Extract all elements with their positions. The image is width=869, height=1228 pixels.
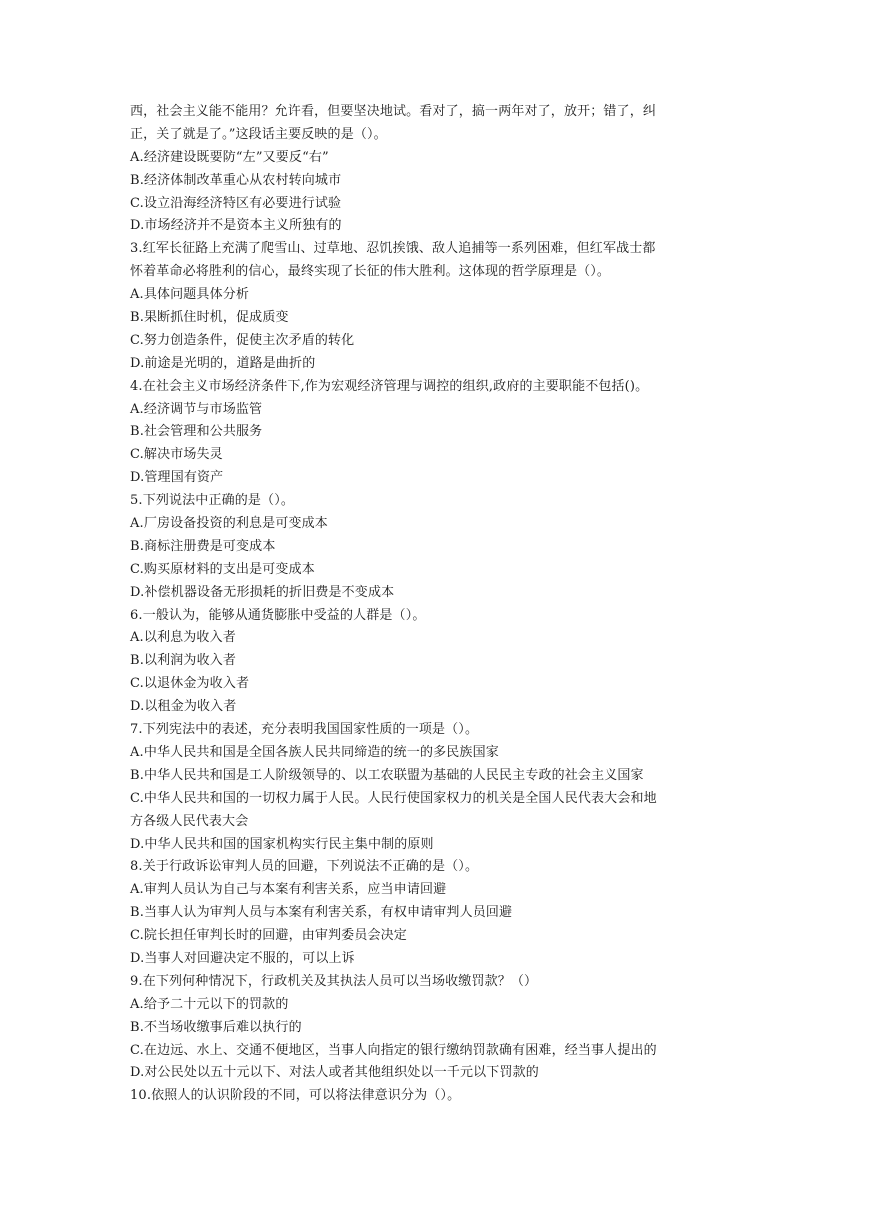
- option-c: C.解决市场失灵: [130, 447, 223, 463]
- option-c: C.以退休金为收入者: [130, 676, 250, 692]
- option-d: D.补偿机器设备无形损耗的折旧费是不变成本: [130, 584, 395, 600]
- option-a: A.中华人民共和国是全国各族人民共同缔造的统一的多民族国家: [130, 744, 499, 760]
- option-d: D.当事人对回避决定不服的，可以上诉: [130, 950, 355, 966]
- question-9: 9.在下列何种情况下，行政机关及其执法人员可以当场收缴罚款？（）: [130, 973, 538, 989]
- option-d: D.中华人民共和国的国家机构实行民主集中制的原则: [130, 836, 434, 852]
- option-b: B.果断抓住时机，促成质变: [130, 310, 289, 326]
- document-body: [130, 101, 740, 1108]
- option-c: C.在边远、水上、交通不便地区，当事人向指定的银行缴纳罚款确有困难，经当事人提出的: [130, 1042, 657, 1058]
- question-3: 3.红军长征路上充满了爬雪山、过草地、忍饥挨饿、敌人追捕等一系列困难，但红军战士都: [130, 241, 656, 257]
- question-6: 6.一般认为，能够从通货膨胀中受益的人群是（）。: [130, 607, 426, 623]
- question-7: 7.下列宪法中的表述，充分表明我国国家性质的一项是（）。: [130, 722, 479, 738]
- option-d: D.前途是光明的，道路是曲折的: [130, 355, 316, 371]
- option-c: C.设立沿海经济特区有必要进行试验: [130, 195, 342, 211]
- question-5: 5.下列说法中正确的是（）。: [130, 493, 295, 509]
- option-a: A.经济建设既要防“左”又要反“右”: [130, 149, 329, 165]
- option-b: B.不当场收缴事后难以执行的: [130, 1019, 302, 1035]
- option-d: D.以租金为收入者: [130, 699, 237, 715]
- option-d: D.管理国有资产: [130, 470, 224, 486]
- option-a: A.给予二十元以下的罚款的: [130, 996, 289, 1012]
- question-4: 4.在社会主义市场经济条件下,作为宏观经济管理与调控的组织,政府的主要职能不包括()。: [130, 378, 649, 394]
- option-a: A.审判人员认为自己与本案有利害关系，应当申请回避: [130, 882, 447, 898]
- option-b: B.中华人民共和国是工人阶级领导的、以工农联盟为基础的人民民主专政的社会主义国家: [130, 767, 644, 783]
- option-b: B.以利润为收入者: [130, 653, 237, 669]
- option-a: A.厂房设备投资的利息是可变成本: [130, 516, 328, 532]
- text-line: 正，关了就是了。”这段话主要反映的是（）。: [130, 126, 387, 142]
- option-d: D.对公民处以五十元以下、对法人或者其他组织处以一千元以下罚款的: [130, 1065, 539, 1081]
- option-c: C.努力创造条件，促使主次矛盾的转化: [130, 332, 355, 348]
- option-a: A.具体问题具体分析: [130, 287, 250, 303]
- option-d: D.市场经济并不是资本主义所独有的: [130, 218, 342, 234]
- option-b: B.经济体制改革重心从农村转向城市: [130, 172, 342, 188]
- text-line: 方各级人民代表大会: [130, 813, 249, 829]
- text-line: 怀着革命必将胜利的信心，最终实现了长征的伟大胜利。这体现的哲学原理是（）。: [130, 264, 611, 280]
- option-b: B.当事人认为审判人员与本案有利害关系，有权申请审判人员回避: [130, 905, 513, 921]
- option-c: C.中华人民共和国的一切权力属于人民。人民行使国家权力的机关是全国人民代表大会和地: [130, 790, 657, 806]
- text-line: 西，社会主义能不能用？允许看，但要坚决地试。看对了，搞一两年对了，放开；错了，纠: [130, 104, 657, 119]
- option-b: B.社会管理和公共服务: [130, 424, 263, 440]
- question-8: 8.关于行政诉讼审判人员的回避，下列说法不正确的是（）。: [130, 859, 479, 875]
- option-a: A.以利息为收入者: [130, 630, 236, 646]
- question-10: 10.依照人的认识阶段的不同，可以将法律意识分为（）。: [130, 1088, 461, 1104]
- option-a: A.经济调节与市场监管: [130, 401, 263, 417]
- option-c: C.购买原材料的支出是可变成本: [130, 561, 315, 577]
- option-b: B.商标注册费是可变成本: [130, 538, 276, 554]
- option-c: C.院长担任审判长时的回避，由审判委员会决定: [130, 928, 407, 944]
